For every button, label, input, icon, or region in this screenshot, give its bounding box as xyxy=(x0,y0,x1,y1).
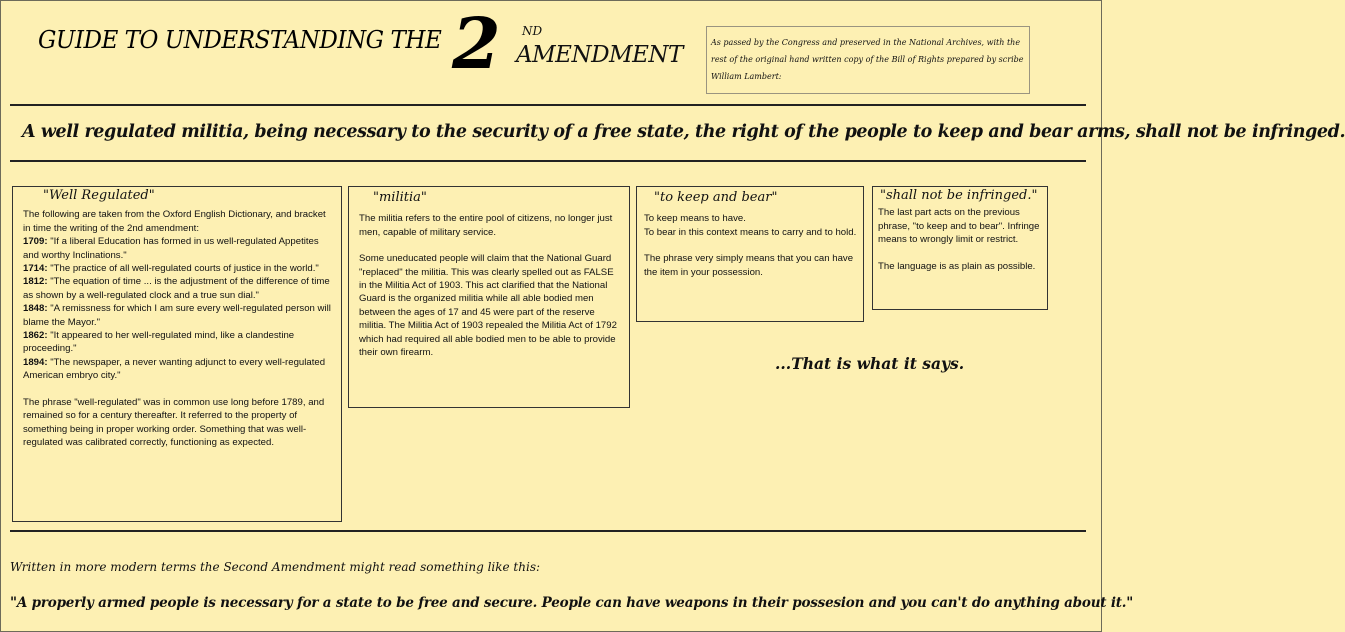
spacer xyxy=(644,239,857,252)
well-regulated-intro: The following are taken from the Oxford English Dictionary, and bracket in time the writing of the 2nd amendment: xyxy=(23,209,326,234)
quote-text: "The newspaper, a never wanting adjunct to every well-regulated American embryo city." xyxy=(23,356,326,382)
spacer xyxy=(23,383,335,396)
quote-1714 xyxy=(23,262,335,275)
militia-box xyxy=(348,186,630,408)
amendment-word: AMENDMENT xyxy=(516,42,683,68)
quote-1812 xyxy=(23,275,335,302)
militia-paragraph-1: The militia refers to the entire pool of citizens, no longer just men, capable of military service. xyxy=(359,213,613,238)
quote-text: "A remissness for which I am sure every well-regulated person will blame the Mayor." xyxy=(23,303,331,328)
divider-middle xyxy=(10,160,1086,162)
keep-bear-box xyxy=(636,186,864,322)
quote-year: 1709: xyxy=(23,236,48,248)
divider-bottom xyxy=(10,530,1086,532)
quote-text: "The practice of all well-regulated courts of justice in the world." xyxy=(47,263,319,275)
quote-1848 xyxy=(23,302,335,329)
infringed-heading: "shall not be infringed." xyxy=(880,188,1038,203)
page-title: GUIDE TO UNDERSTANDING THE xyxy=(38,26,442,54)
well-regulated-heading: "Well Regulated" xyxy=(43,188,155,203)
keep-bear-paragraph-1: To keep means to have. xyxy=(644,213,746,225)
infringed-paragraph-2: The language is as plain as possible. xyxy=(878,260,1036,272)
keep-bear-paragraph-2: To bear in this context means to carry and to hold. xyxy=(644,226,857,238)
archive-note: As passed by the Congress and preserved in the National Archives, with the rest of the original hand written copy of the Bill of Rights prepared by scribe William Lambert: xyxy=(706,26,1030,94)
divider-top xyxy=(10,104,1086,106)
militia-heading: "militia" xyxy=(373,190,427,205)
quote-text: "If a liberal Education has formed in us well-regulated Appetites and worthy Inclinations." xyxy=(23,236,319,261)
quote-text: "It appeared to her well-regulated mind, like a clandestine proceeding." xyxy=(23,330,295,355)
quote-year: 1714: xyxy=(23,263,48,275)
amendment-text: A well regulated militia, being necessary to the security of a free state, the right of the people to keep and bear arms, shall not be infringed. xyxy=(22,122,1345,142)
amendment-ordinal: ND xyxy=(522,24,543,38)
quote-1894 xyxy=(23,356,335,383)
modern-amendment-text: "A properly armed people is necessary for a state to be free and secure. People can have weapons in their possesion and you can't do anything about it." xyxy=(10,595,1134,611)
spacer xyxy=(878,247,1043,260)
quote-year: 1848: xyxy=(23,303,48,315)
quote-year: 1812: xyxy=(23,276,48,288)
well-regulated-box xyxy=(12,186,342,522)
militia-paragraph-2: Some uneducated people will claim that the National Guard "replaced" the militia. This was clearly spelled out as FALSE in the Militia Act of 1903. This act clarified that the National Guard is the organized militia while all able bodied men between the ages of 17 and 45 were part of the reserve militia. The Militia Act of 1903 repealed the Militia Act of 1792 which had required all able bodied men to be able to provide their own firearm. xyxy=(359,253,617,359)
quote-1709 xyxy=(23,235,335,262)
quote-year: 1894: xyxy=(23,356,48,368)
quote-text: "The equation of time ... is the adjustment of the difference of time as shown by a well-regulated clock and a true sun dial." xyxy=(23,276,330,301)
spacer xyxy=(359,239,623,252)
keep-bear-paragraph-3: The phrase very simply means that you can have the item in your possession. xyxy=(644,253,854,278)
quote-year: 1862: xyxy=(23,330,48,342)
well-regulated-conclusion: The phrase "well-regulated" was in common use long before 1789, and remained so for a century thereafter. It referred to the property of something being in proper working order. Something that was well-regulated was calibrated correctly, functioning as expected. xyxy=(23,396,325,448)
keep-bear-heading: "to keep and bear" xyxy=(654,190,778,205)
modern-intro: Written in more modern terms the Second Amendment might read something like this: xyxy=(10,560,541,574)
infringed-paragraph-1: The last part acts on the previous phrase, "to keep and to bear". Infringe means to wrongly limit or restrict. xyxy=(878,207,1040,246)
quote-1862 xyxy=(23,329,335,356)
that-is-what-it-says: ...That is what it says. xyxy=(775,354,965,373)
infringed-box xyxy=(872,186,1048,310)
amendment-number: 2 xyxy=(452,2,501,85)
